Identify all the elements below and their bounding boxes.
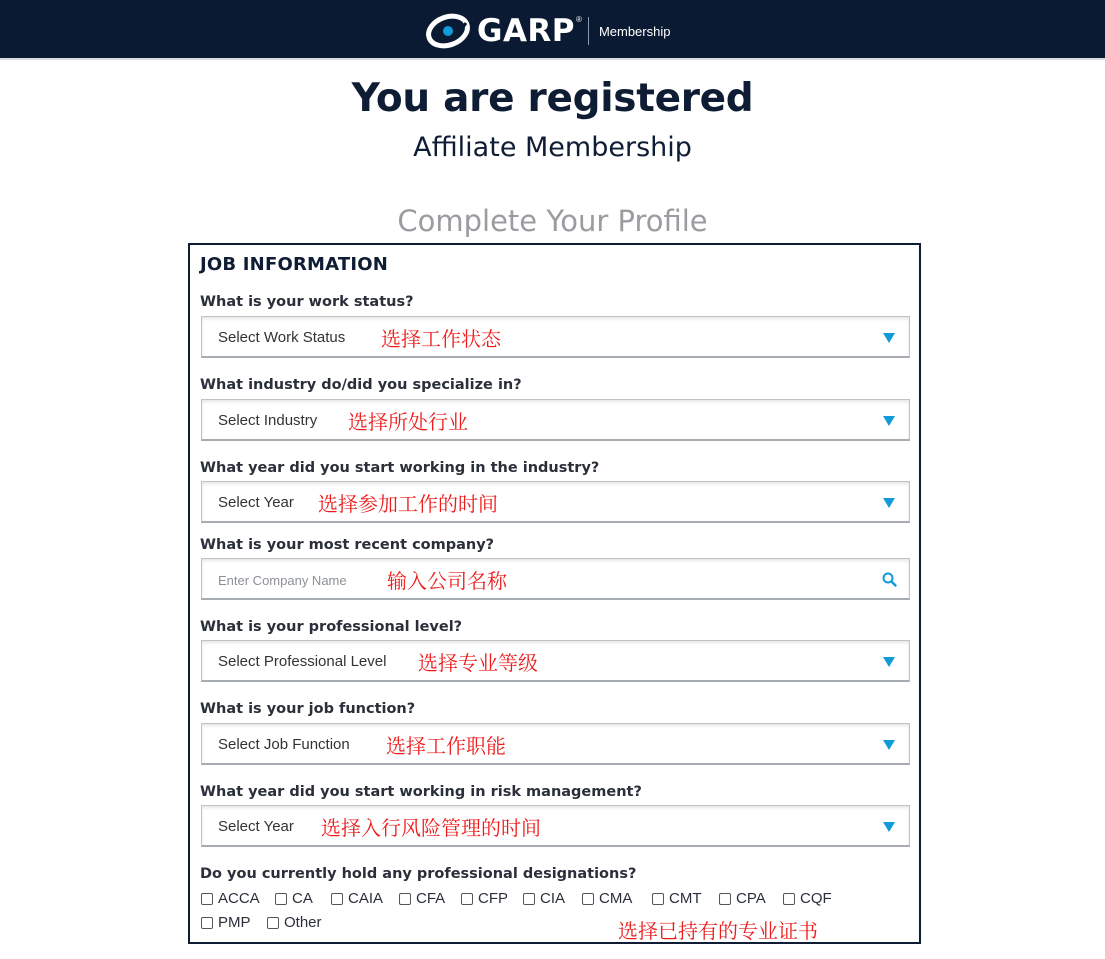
- industry-label: What industry do/did you specialize in?: [200, 377, 522, 393]
- chevron-down-icon: [883, 740, 895, 750]
- designation-checkbox-cmt[interactable]: CMT: [652, 890, 702, 907]
- job-function-value: Select Job Function: [218, 736, 350, 753]
- start-year-label: What year did you start working in the industry?: [200, 460, 600, 476]
- job-function-label: What is your job function?: [200, 701, 416, 717]
- checkbox-icon[interactable]: [582, 893, 594, 905]
- designation-checkbox-cfp[interactable]: CFP: [461, 890, 508, 907]
- chevron-down-icon: [883, 657, 895, 667]
- designations-note: 选择已持有的专业证书: [618, 919, 818, 943]
- work-status-label: What is your work status?: [200, 294, 414, 310]
- profile-heading: Complete Your Profile: [397, 204, 708, 238]
- checkbox-icon[interactable]: [267, 917, 279, 929]
- checkbox-icon[interactable]: [331, 893, 343, 905]
- chevron-down-icon: [883, 416, 895, 426]
- designations-label: Do you currently hold any professional designations?: [200, 866, 637, 882]
- brand-section-label: Membership: [598, 23, 671, 39]
- professional-level-label: What is your professional level?: [200, 619, 463, 635]
- page-title: You are registered: [351, 76, 754, 121]
- chevron-down-icon: [883, 498, 895, 508]
- brand-divider: [588, 17, 589, 45]
- checkbox-icon[interactable]: [523, 893, 535, 905]
- checkbox-icon[interactable]: [275, 893, 287, 905]
- designation-checkbox-ca[interactable]: CA: [275, 890, 313, 907]
- industry-select[interactable]: [201, 399, 910, 441]
- job-function-select[interactable]: [201, 723, 910, 765]
- industry-note: 选择所处行业: [348, 410, 468, 434]
- risk-year-select[interactable]: [201, 805, 910, 847]
- start-year-note: 选择参加工作的时间: [318, 492, 498, 516]
- chevron-down-icon: [883, 333, 895, 343]
- checkbox-icon[interactable]: [461, 893, 473, 905]
- checkbox-icon[interactable]: [652, 893, 664, 905]
- risk-year-note: 选择入行风险管理的时间: [321, 816, 541, 840]
- company-search-input[interactable]: [201, 558, 910, 600]
- search-icon[interactable]: [881, 571, 898, 588]
- checkbox-icon[interactable]: [783, 893, 795, 905]
- brand-logo-group[interactable]: [426, 9, 670, 53]
- registered-mark: ®: [576, 15, 582, 24]
- professional-level-select[interactable]: [201, 640, 910, 682]
- job-information-card: [188, 243, 921, 944]
- checkbox-icon[interactable]: [201, 893, 213, 905]
- checkbox-icon[interactable]: [399, 893, 411, 905]
- company-note: 输入公司名称: [387, 569, 507, 593]
- designation-checkbox-cqf[interactable]: CQF: [783, 890, 832, 907]
- designation-checkbox-acca[interactable]: ACCA: [201, 890, 260, 907]
- designation-checkbox-cma[interactable]: CMA: [582, 890, 632, 907]
- checkbox-icon[interactable]: [201, 917, 213, 929]
- risk-year-value: Select Year: [218, 818, 294, 835]
- brand-name: GARP: [477, 13, 576, 49]
- professional-level-note: 选择专业等级: [418, 651, 538, 675]
- designation-checkbox-cia[interactable]: CIA: [523, 890, 565, 907]
- designation-checkbox-pmp[interactable]: PMP: [201, 914, 251, 931]
- chevron-down-icon: [883, 822, 895, 832]
- start-year-value: Select Year: [218, 494, 294, 511]
- work-status-value: Select Work Status: [218, 329, 346, 346]
- job-function-note: 选择工作职能: [386, 734, 506, 758]
- designation-checkbox-caia[interactable]: CAIA: [331, 890, 383, 907]
- section-title: JOB INFORMATION: [200, 254, 388, 275]
- designation-checkbox-other[interactable]: Other: [267, 914, 322, 931]
- risk-year-label: What year did you start working in risk management?: [200, 784, 642, 800]
- garp-logo-icon: [426, 9, 470, 53]
- industry-value: Select Industry: [218, 412, 318, 429]
- designation-checkbox-cpa[interactable]: CPA: [719, 890, 766, 907]
- start-year-select[interactable]: [201, 481, 910, 523]
- page-subtitle: Affiliate Membership: [413, 132, 692, 163]
- company-label: What is your most recent company?: [200, 537, 495, 553]
- checkbox-icon[interactable]: [719, 893, 731, 905]
- work-status-select[interactable]: [201, 316, 910, 358]
- designation-checkbox-cfa[interactable]: CFA: [399, 890, 445, 907]
- professional-level-value: Select Professional Level: [218, 653, 387, 670]
- company-placeholder: Enter Company Name: [218, 573, 347, 588]
- work-status-note: 选择工作状态: [381, 327, 501, 351]
- top-bar: [0, 0, 1105, 60]
